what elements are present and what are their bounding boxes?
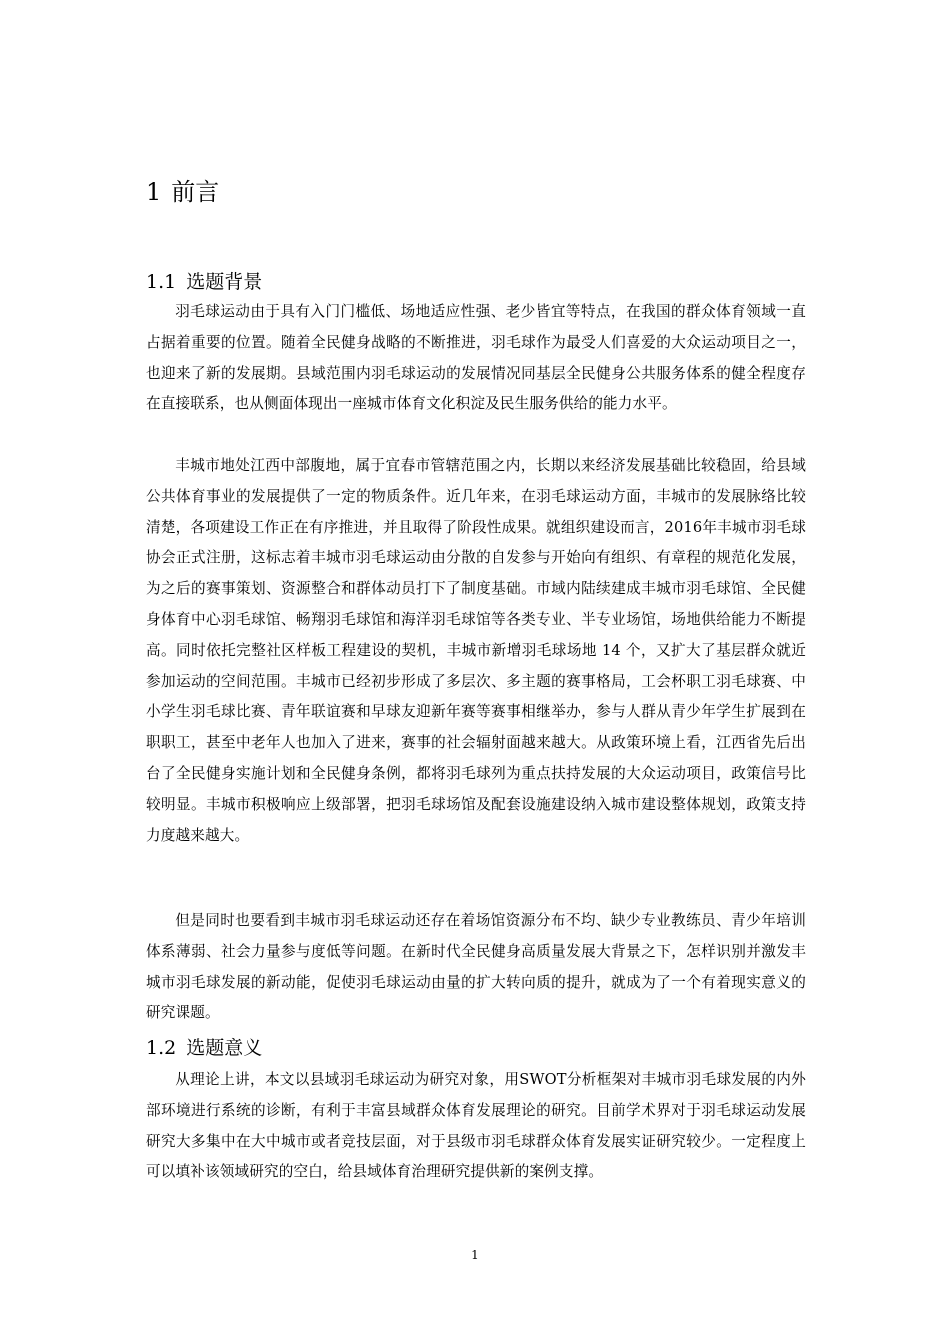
section-heading-1-1 xyxy=(146,268,262,296)
paragraph: 但是同时也要看到丰城市羽毛球运动还存在着场馆资源分布不均、缺少专业教练员、青少年培训体系薄弱、社会力量参与度低等问题。在新时代全民健身高质量发展大背景之下，怎样识别并激发丰城市羽毛球发展的新动能，促使羽毛球运动由量的扩大转向质的提升，就成为了一个有着现实意义的研究课题。 xyxy=(146,912,806,1022)
page-number: 1 xyxy=(471,1248,479,1262)
section-number: 1.1 xyxy=(146,271,177,293)
section-title: 选题背景 xyxy=(186,271,263,293)
section-title: 选题意义 xyxy=(186,1037,263,1059)
section-heading-1-2 xyxy=(146,1034,262,1062)
paragraph: 从理论上讲，本文以县域羽毛球运动为研究对象，用SWOT分析框架对丰城市羽毛球发展的内外部环境进行系统的诊断，有利于丰富县域群众体育发展理论的研究。目前学术界对于羽毛球运动发展研究大多集中在大中城市或者竞技层面，对于县级市羽毛球群众体育发展实证研究较少。一定程度上可以填补该领域研究的空白，给县域体育治理研究提供新的案例支撑。 xyxy=(146,1071,806,1181)
chapter-heading xyxy=(146,176,219,208)
section-number: 1.2 xyxy=(146,1037,177,1059)
paragraph: 丰城市地处江西中部腹地，属于宜春市管辖范围之内，长期以来经济发展基础比较稳固，给县域公共体育事业的发展提供了一定的物质条件。近几年来，在羽毛球运动方面，丰城市的发展脉络比较清楚，各项建设工作正在有序推进，并且取得了阶段性成果。就组织建设而言，2016年丰城市羽毛球协会正式注册，这标志着丰城市羽毛球运动由分散的自发参与开始向有组织、有章程的规范化发展，为之后的赛事策划、资源整合和群体动员打下了制度基础。市域内陆续建成丰城市羽毛球馆、全民健身体育中心羽毛球馆、畅翔羽毛球馆和海洋羽毛球馆等各类专业、半专业场馆，场地供给能力不断提高。同时依托完整社区样板工程建设的契机，丰城市新增羽毛球场地 14 个，又扩大了基层群众就近参加运动的空间范围。丰城市已经初步形成了多层次、多主题的赛事格局，工会杯职工羽毛球赛、中小学生羽毛球比赛、青年联谊赛和早球友迎新年赛等赛事相继举办，参与人群从青少年学生扩展到在职职工，甚至中老年人也加入了进来，赛事的社会辐射面越来越大。从政策环境上看，江西省先后出台了全民健身实施计划和全民健身条例，都将羽毛球列为重点扶持发展的大众运动项目，政策信号比较明显。丰城市积极响应上级部署，把羽毛球场馆及配套设施建设纳入城市建设整体规划，政策支持力度越来越大。 xyxy=(146,457,806,844)
chapter-title: 前言 xyxy=(171,178,220,206)
chapter-number: 1 xyxy=(146,178,162,206)
paragraph: 羽毛球运动由于具有入门门槛低、场地适应性强、老少皆宜等特点，在我国的群众体育领域一直占据着重要的位置。随着全民健身战略的不断推进，羽毛球作为最受人们喜爱的大众运动项目之一，也迎来了新的发展期。县域范围内羽毛球运动的发展情况同基层全民健身公共服务体系的健全程度存在直接联系，也从侧面体现出一座城市体育文化积淀及民生服务供给的能力水平。 xyxy=(146,303,806,413)
